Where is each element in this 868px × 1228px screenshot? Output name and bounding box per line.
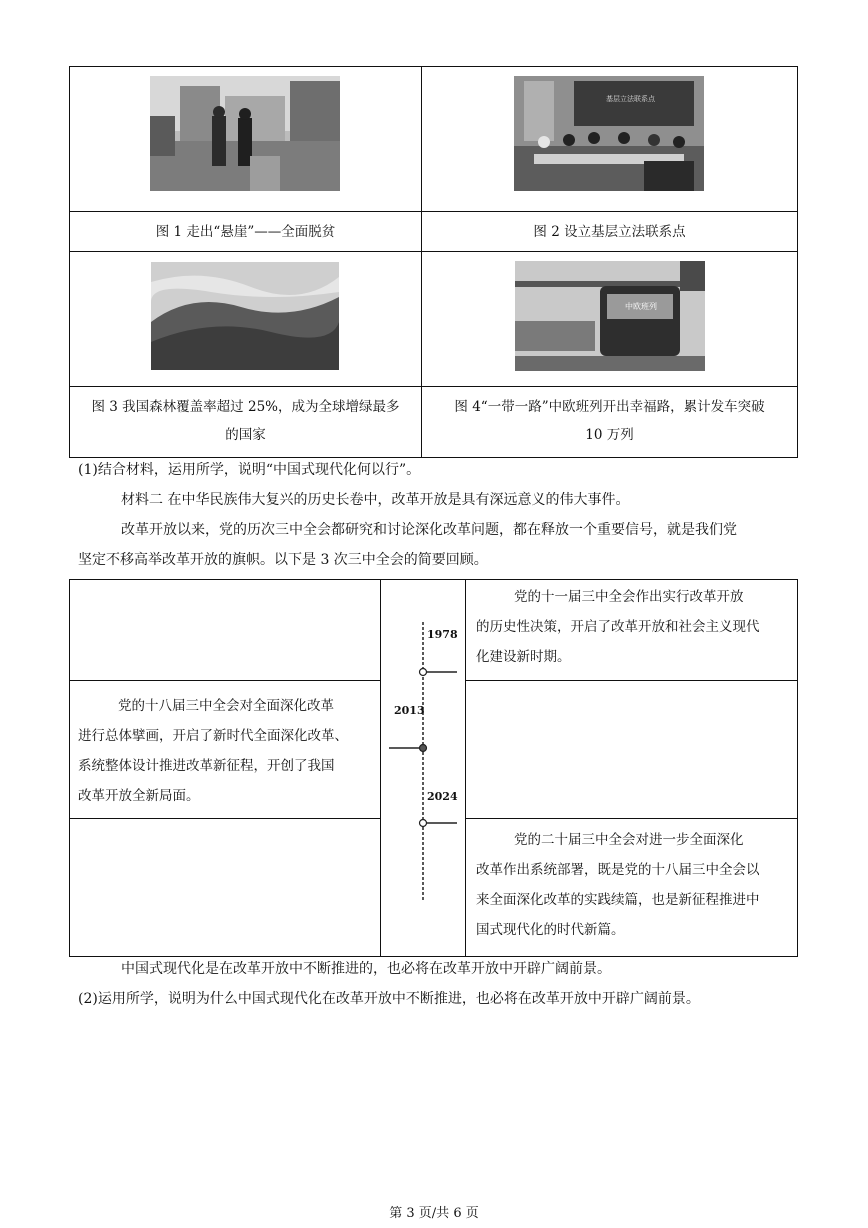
year-2024: 2024 [427,790,458,803]
material-2-title: 材料二 在中华民族伟大复兴的历史长卷中，改革开放是具有深远意义的伟大事件。 [121,492,630,508]
figure-table [69,66,798,458]
event-2024-line-3: 来全面深化改革的实践续篇，也是新征程推进中 [476,892,760,908]
material-2-paragraph-line-1: 改革开放以来，党的历次三中全会都研究和讨论深化改革问题，都在释放一个重要信号，就是我们党 [121,522,737,538]
timeline-left-middle [69,680,381,819]
figure-2-caption: 图 2 设立基层立法联系点 [421,211,798,252]
figure-3-caption: 图 3 我国森林覆盖率超过 25%，成为全球增绿最多 的国家 [69,386,422,458]
event-2013-line-1: 党的十八届三中全会对全面深化改革 [118,698,334,714]
figure-2-cell [421,66,798,212]
page-footer: 第 3 页/共 6 页 [389,1206,479,1221]
timeline-right-middle [465,680,798,819]
timeline-right-bottom [465,818,798,957]
event-2024-line-1: 党的二十届三中全会对进一步全面深化 [514,832,744,848]
timeline-left-bottom [69,818,381,957]
figure-4-train-label: 中欧班列 [625,302,657,311]
figure-4-cell [421,251,798,387]
question-1: (1)结合材料，运用所学，说明“中国式现代化何以行”。 [78,462,421,478]
event-2013-line-4: 改革开放全新局面。 [78,788,200,804]
timeline-axis-cell [380,579,466,957]
question-2: (2)运用所学，说明为什么中国式现代化在改革开放中不断推进，也必将在改革开放中开辟广阔前景。 [78,991,700,1007]
figure-2-photo [514,76,704,191]
year-1978: 1978 [427,628,458,641]
timeline-table [69,579,798,957]
figure-1-caption: 图 1 走出“悬崖”——全面脱贫 [69,211,422,252]
figure-3-cell [69,251,422,387]
figure-3-photo [151,262,339,370]
material-2-paragraph-line-2: 坚定不移高举改革开放的旗帜。以下是 3 次三中全会的简要回顾。 [78,552,488,568]
event-1978-line-3: 化建设新时期。 [476,649,571,665]
event-2013-line-3: 系统整体设计推进改革新征程，开创了我国 [78,758,335,774]
timeline-right-top [465,579,798,681]
timeline-left-top [69,579,381,681]
figure-1-cell [69,66,422,212]
event-1978-line-1: 党的十一届三中全会作出实行改革开放 [514,589,744,605]
year-2013: 2013 [394,704,425,717]
event-2024-line-2: 改革作出系统部署，既是党的十八届三中全会以 [476,862,760,878]
event-2013-line-2: 进行总体擘画，开启了新时代全面深化改革、 [78,728,348,744]
conclusion: 中国式现代化是在改革开放中不断推进的，也必将在改革开放中开辟广阔前景。 [121,961,611,977]
figure-4-caption: 图 4“一带一路”中欧班列开出幸福路，累计发车突破 10 万列 [421,386,798,458]
figure-4-photo [515,261,705,371]
event-2024-line-4: 国式现代化的时代新篇。 [476,922,625,938]
event-1978-line-2: 的历史性决策，开启了改革开放和社会主义现代 [476,619,760,635]
figure-2-sign: 基层立法联系点 [606,95,655,103]
figure-1-photo [150,76,340,191]
